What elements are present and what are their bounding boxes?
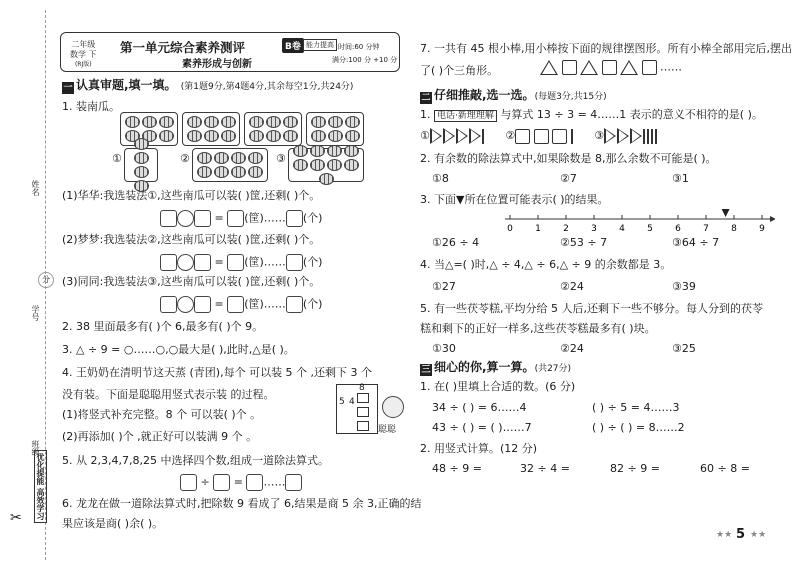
r3-option-1: ①26 ÷ 4 bbox=[432, 236, 480, 249]
s1-row1-left: 34 ÷ ( ) = 6……4 bbox=[432, 401, 527, 414]
r3-option-3: ③64 ÷ 7 bbox=[672, 236, 720, 249]
section-2-heading: 二 仔细推敲,选一选。(每题3分,共15分) bbox=[421, 88, 607, 103]
r5-option-3: ③25 bbox=[672, 342, 696, 355]
group-1-marker: ① bbox=[112, 152, 122, 165]
axis-tick-label: 9 bbox=[759, 224, 765, 232]
r1-tag: 电话·新理理解 bbox=[434, 110, 497, 122]
page-subtitle: 素养形成与创新 bbox=[182, 59, 252, 70]
edition-label: (RJ版) bbox=[74, 61, 92, 68]
level-badge: 能力提高 bbox=[303, 39, 337, 51]
scissors-icon: ✂ bbox=[10, 510, 22, 526]
s1-row2-left: 43 ÷ ( ) = ( )……7 bbox=[432, 421, 532, 434]
r5-line-a: 5. 有一些茯苓糕,平均分给 5 人后,还剩下一些不够分。每人分到的茯苓 bbox=[420, 302, 763, 315]
q4-line-a: 4. 王奶奶在清明节这天蒸 (青团),每个 可以装 5 个 ,还剩下 3 个 bbox=[62, 366, 373, 379]
pattern-shapes: …… bbox=[540, 60, 682, 75]
s1: 1. 在( )里填上合适的数。(6 分) bbox=[420, 380, 576, 393]
score-info: 满分:100 分 +10 分 bbox=[332, 56, 398, 64]
r5-option-2: ②24 bbox=[560, 342, 584, 355]
name-label: 姓名 bbox=[31, 180, 40, 196]
s2-item-4: 60 ÷ 8 = bbox=[700, 462, 750, 475]
section-3-heading: 三 细心的你,算一算。(共27分) bbox=[421, 360, 572, 375]
b-badge: B卷 bbox=[282, 38, 304, 53]
r4-option-1: ①27 bbox=[432, 280, 456, 293]
q4-2: (2)再添加( )个 ,就正好可以装满 9 个 。 bbox=[62, 430, 258, 443]
r1: 1. 电话·新理理解 与算式 13 ÷ 3 = 4……1 表示的意义不相符的是( )。 bbox=[420, 108, 763, 121]
section-2-note: (每题3分,共15分) bbox=[534, 92, 607, 102]
page-title: 第一单元综合素养测评 bbox=[120, 40, 246, 55]
s2-item-1: 48 ÷ 9 = bbox=[432, 462, 482, 475]
q7-line-b: 了( )个三角形。 bbox=[420, 64, 499, 77]
pumpkin-group bbox=[306, 112, 364, 146]
q3: 3. △ ÷ 9 = ○……○,○最大是( ),此时,△是( )。 bbox=[62, 343, 295, 356]
marker-triangle bbox=[722, 209, 730, 217]
pumpkin-group bbox=[120, 112, 178, 146]
equation-row: = (筐)…… (个) bbox=[160, 254, 322, 271]
mascot-label: 聪聪 bbox=[378, 425, 397, 435]
time-info: 时间:60 分钟 bbox=[338, 43, 380, 51]
axis-tick-label: 1 bbox=[535, 224, 541, 232]
s1-row1-right: ( ) ÷ 5 = 4……3 bbox=[592, 401, 680, 414]
q7-line-a: 7. 一共有 45 根小棒,用小棒按下面的规律摆图形。所有小棒全部用完后,摆出 bbox=[420, 42, 792, 55]
number-line bbox=[500, 208, 775, 232]
pumpkin-group-2 bbox=[192, 148, 268, 182]
footer-stars-right: ★★ bbox=[750, 530, 767, 540]
equation-row: = (筐)…… (个) bbox=[160, 296, 322, 313]
r2-option-1: ①8 bbox=[432, 172, 449, 185]
r2-option-3: ③1 bbox=[672, 172, 689, 185]
r4-option-2: ②24 bbox=[560, 280, 584, 293]
s1-row2-right: ( ) ÷ ( ) = 8……2 bbox=[592, 421, 685, 434]
q1-1: (1)华华:我选装法①,这些南瓜可以装( )筐,还剩( )个。 bbox=[62, 189, 321, 202]
group-2-marker: ② bbox=[180, 152, 190, 165]
q1-title: 1. 装南瓜。 bbox=[62, 100, 120, 113]
r2-option-2: ②7 bbox=[560, 172, 577, 185]
section-3-title: 细心的你,算一算。 bbox=[434, 360, 535, 374]
q5: 5. 从 2,3,4,7,8,25 中选择四个数,组成一道除法算式。 bbox=[62, 454, 329, 467]
r4: 4. 当△=( )时,△ ÷ 4,△ ÷ 6,△ ÷ 9 的余数都是 3。 bbox=[420, 258, 672, 271]
r3-option-2: ②53 ÷ 7 bbox=[560, 236, 608, 249]
group-3-marker: ③ bbox=[276, 152, 286, 165]
section-1-title: 认真审题,填一填。 bbox=[76, 78, 177, 92]
q6-line-b: 果应该是商( )余( )。 bbox=[62, 517, 164, 530]
q1-3: (3)同同:我选装法③,这些南瓜可以装( )筐,还剩( )个。 bbox=[62, 275, 321, 288]
brand-stamp: 优化提能 高效学习 bbox=[34, 450, 47, 523]
equation-row: = (筐)…… (个) bbox=[160, 210, 322, 227]
s2-item-3: 82 ÷ 9 = bbox=[610, 462, 660, 475]
q1-2: (2)梦梦:我选装法②,这些南瓜可以装( )筐,还剩( )个。 bbox=[62, 233, 321, 246]
section-3-note: (共27分) bbox=[534, 364, 572, 374]
section-1-heading bbox=[62, 78, 353, 94]
axis-tick-label: 3 bbox=[591, 224, 597, 232]
pumpkin-group-3 bbox=[288, 148, 364, 182]
r3: 3. 下面▼所在位置可能表示( )的结果。 bbox=[420, 193, 609, 206]
score-circle: 分 bbox=[38, 272, 54, 288]
pumpkin-group-1 bbox=[124, 148, 158, 182]
section-2-title: 仔细推敲,选一选。 bbox=[434, 88, 535, 102]
r1-expression: 与算式 13 ÷ 3 = 4……1 bbox=[500, 108, 627, 121]
mascot-icon bbox=[382, 396, 404, 418]
id-label: 学号 bbox=[31, 305, 40, 321]
axis-tick-label: 8 bbox=[731, 224, 737, 232]
q4-line-b: 没有装。下面是聪聪用竖式表示装 的过程。 bbox=[62, 388, 275, 401]
axis-tick-label: 2 bbox=[563, 224, 569, 232]
grade-info bbox=[70, 40, 97, 70]
pumpkin-group bbox=[182, 112, 240, 146]
division-blank-row: ÷ = …… bbox=[180, 474, 302, 491]
s2: 2. 用竖式计算。(12 分) bbox=[420, 442, 538, 455]
r4-option-3: ③39 bbox=[672, 280, 696, 293]
division-quotient: 8 bbox=[359, 383, 365, 393]
page-number: 5 bbox=[736, 527, 746, 542]
r1-options: ① ② ③ bbox=[420, 128, 659, 144]
pencil-icon: 一 bbox=[63, 83, 73, 93]
pumpkin-group bbox=[244, 112, 302, 146]
long-division-box bbox=[336, 384, 378, 434]
axis-tick-label: 7 bbox=[703, 224, 709, 232]
r5-line-b: 糕和剩下的正好一样多,这些茯苓糕最多有( )块。 bbox=[420, 322, 656, 335]
footer-stars-left: ★★ bbox=[716, 530, 733, 540]
axis-tick-label: 6 bbox=[675, 224, 681, 232]
axis-tick-label: 0 bbox=[507, 224, 513, 232]
axis-tick-label: 5 bbox=[647, 224, 653, 232]
q4-1: (1)将竖式补充完整。8 个 可以装( )个 。 bbox=[62, 408, 262, 421]
division-dividend: 4 bbox=[349, 397, 355, 407]
division-divisor: 5 bbox=[339, 397, 345, 407]
q2: 2. 38 里面最多有( )个 6,最多有( )个 9。 bbox=[62, 320, 264, 333]
r5-option-1: ①30 bbox=[432, 342, 456, 355]
section-1-note: (第1题9分,第4题4分,其余每空1分,共24分) bbox=[180, 82, 354, 92]
subject-label: 数学 bbox=[70, 50, 86, 59]
s2-item-2: 32 ÷ 4 = bbox=[520, 462, 570, 475]
q6-line-a: 6. 龙龙在做一道除法算式时,把除数 9 看成了 6,结果是商 5 余 3,正确的结 bbox=[62, 497, 422, 510]
volume-label: 下 bbox=[88, 50, 97, 59]
class-label: 班级 bbox=[31, 440, 40, 456]
r2: 2. 有余数的除法算式中,如果除数是 8,那么余数不可能是( )。 bbox=[420, 152, 717, 165]
axis-tick-label: 4 bbox=[619, 224, 625, 232]
grade-label: 二年级 bbox=[71, 40, 96, 49]
